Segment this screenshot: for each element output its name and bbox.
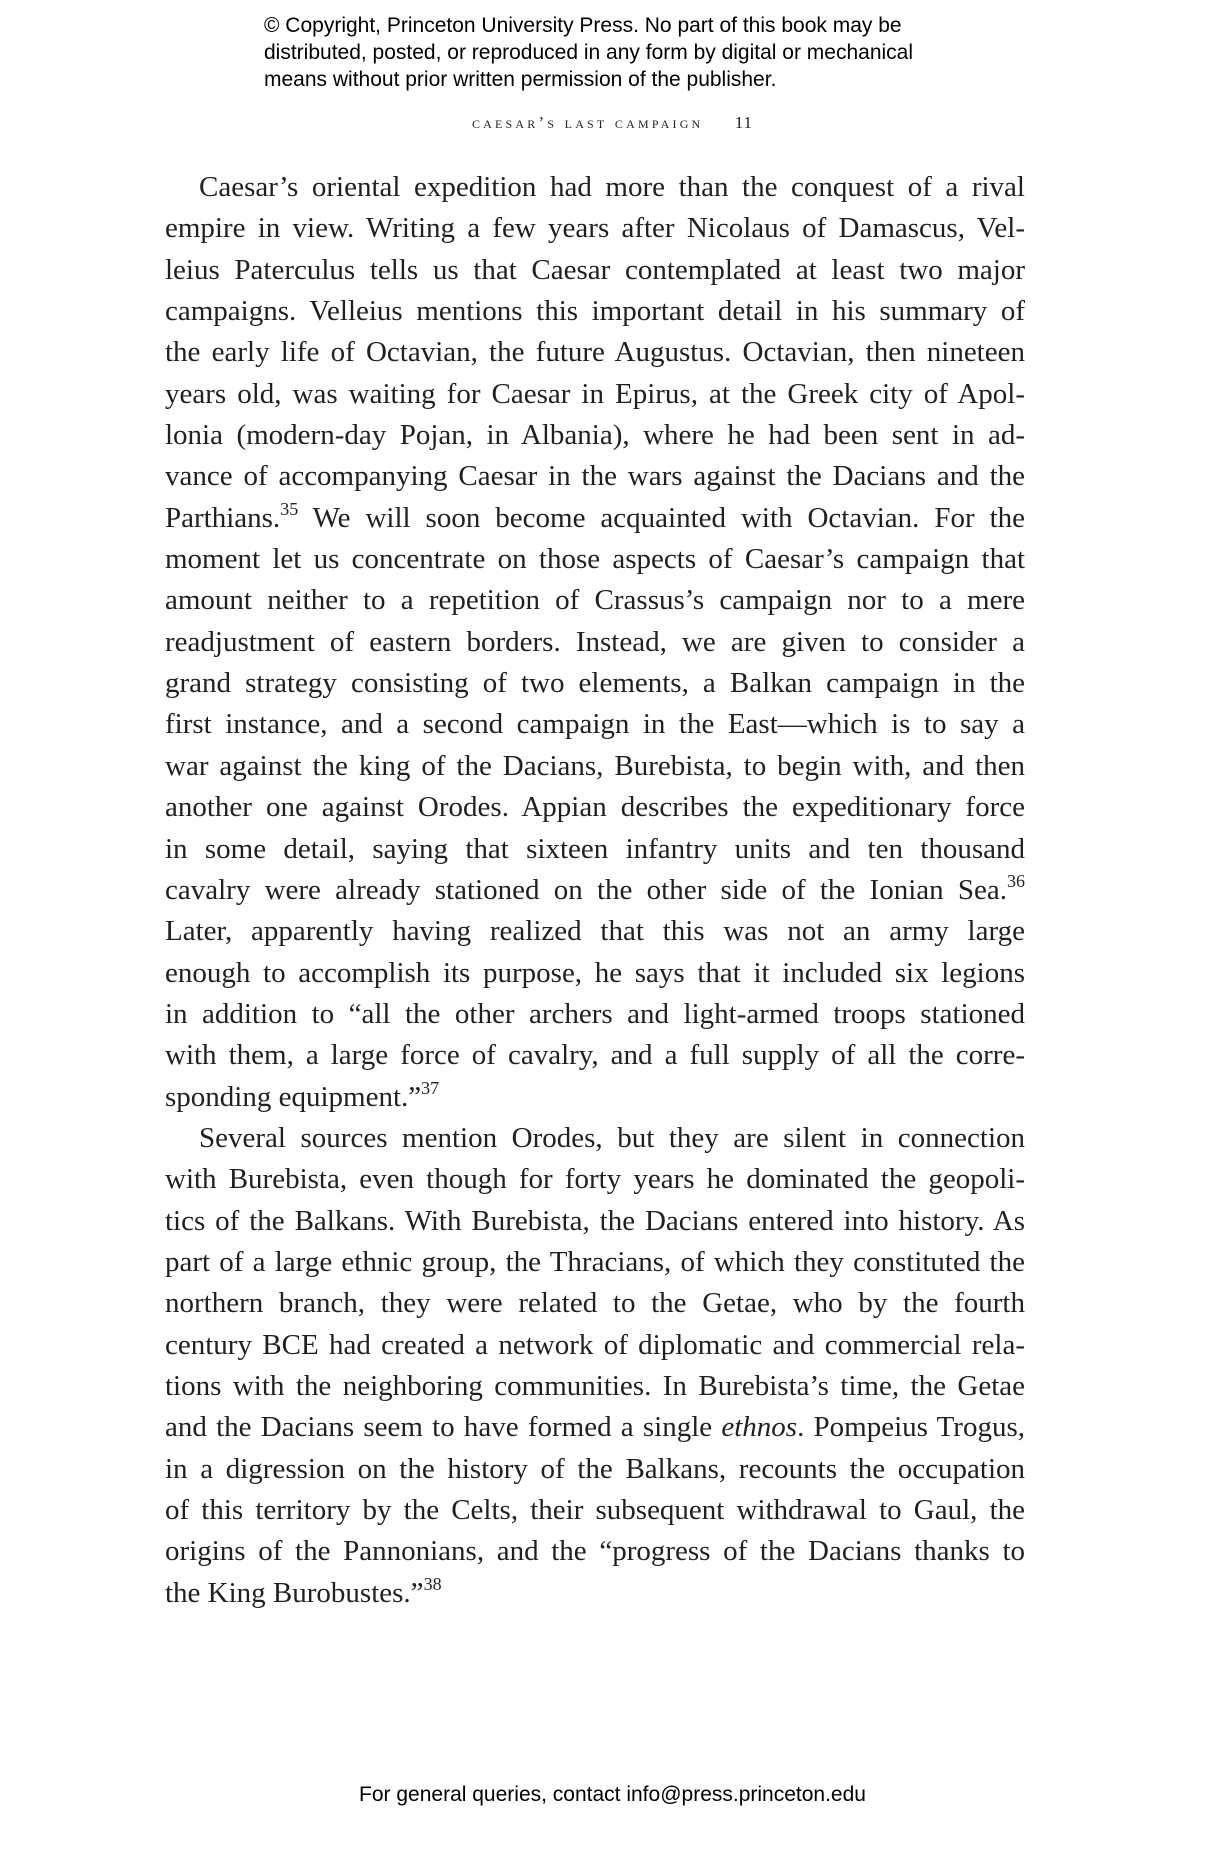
text-line: years old, was waiting for Caesar in Epirus, at the Greek city of Apol- [165, 377, 1025, 410]
italic-term: ethnos [721, 1411, 798, 1444]
text-line [165, 870, 1025, 911]
text-line: another one against Orodes. Appian describes the expeditionary force [165, 791, 1025, 824]
text-line: moment let us concentrate on those aspects of Caesar’s campaign that [165, 543, 1025, 576]
text-segment: cavalry were already stationed on the other side of the Ionian Sea. [165, 873, 1007, 906]
running-head [0, 113, 1225, 133]
text-line: with them, a large force of cavalry, and a full supply of all the corre- [165, 1039, 1025, 1072]
text-line: readjustment of eastern borders. Instead, we are given to consider a [165, 625, 1025, 658]
body-text [165, 167, 1025, 1614]
text-segment: We will soon become acquainted with Octavian. For the [298, 501, 1025, 534]
paragraph-2 [165, 1118, 1025, 1614]
text-line: century BCE had created a network of diplomatic and commercial rela- [165, 1328, 1025, 1361]
text-line: war against the king of the Dacians, Burebista, to begin with, and then [165, 749, 1025, 782]
text-line: first instance, and a second campaign in the East—which is to say a [165, 708, 1025, 741]
text-line: empire in view. Writing a few years after Nicolaus of Damascus, Vel- [165, 212, 1025, 245]
text-line: in a digression on the history of the Balkans, recounts the occupation [165, 1452, 1025, 1485]
text-line: grand strategy consisting of two elements, a Balkan campaign in the [165, 667, 1025, 700]
copyright-line: © Copyright, Princeton University Press. No part of this book may be [264, 14, 902, 37]
text-line: of this territory by the Celts, their subsequent withdrawal to Gaul, the [165, 1494, 1025, 1526]
text-line: northern branch, they were related to the Getae, who by the fourth [165, 1287, 1025, 1320]
text-line [165, 498, 1025, 539]
text-line: campaigns. Velleius mentions this important detail in his summary of [165, 295, 1025, 328]
text-line: enough to accomplish its purpose, he says that it included six legions [165, 956, 1025, 989]
copyright-notice [264, 12, 1024, 93]
text-line: amount neither to a repetition of Crassus’s campaign nor to a mere [165, 584, 1025, 617]
copyright-line: distributed, posted, or reproduced in any form by digital or mechanical [264, 41, 914, 64]
text-line: vance of accompanying Caesar in the wars against the Dacians and the [165, 460, 1025, 493]
text-line: with Burebista, even though for forty years he dominated the geopoli- [165, 1163, 1025, 1196]
footnote-ref-38[interactable]: 38 [423, 1573, 442, 1594]
text-line: tions with the neighboring communities. In Burebista’s time, the Getae [165, 1369, 1025, 1402]
page-number: 11 [734, 113, 754, 132]
text-line [165, 1573, 1025, 1614]
text-line: lonia (modern-day Pojan, in Albania), where he had been sent in ad- [165, 419, 1025, 452]
text-line: leius Paterculus tells us that Caesar contemplated at least two major [165, 253, 1025, 286]
text-line: Caesar’s oriental expedition had more than the conquest of a rival [199, 171, 1025, 203]
paragraph-1 [165, 167, 1025, 1118]
text-segment: and the Dacians seem to have formed a single [165, 1411, 722, 1444]
footer-contact: For general queries, contact info@press.princeton.edu [359, 1783, 866, 1806]
running-head-title: caesar’s last campaign [471, 113, 704, 132]
footnote-ref-35[interactable]: 35 [280, 498, 299, 519]
text-line: part of a large ethnic group, the Thracians, of which they constituted the [165, 1245, 1025, 1278]
footnote-ref-37[interactable]: 37 [421, 1077, 440, 1098]
text-segment: Parthians. [165, 501, 281, 534]
copyright-line: means without prior written permission of the publisher. [264, 68, 777, 91]
text-line: the early life of Octavian, the future Augustus. Octavian, then nineteen [165, 336, 1025, 369]
text-line: Several sources mention Orodes, but they are silent in connection [199, 1121, 1025, 1154]
text-line [165, 1077, 1025, 1118]
text-line [165, 1407, 1025, 1448]
text-segment: the King Burobustes.” [165, 1576, 424, 1609]
text-line: Later, apparently having realized that this was not an army large [165, 915, 1025, 948]
text-line: in some detail, saying that sixteen infantry units and ten thousand [165, 832, 1025, 865]
footnote-ref-36[interactable]: 36 [1007, 870, 1025, 891]
text-line: tics of the Balkans. With Burebista, the Dacians entered into history. As [165, 1204, 1025, 1237]
text-line: origins of the Pannonians, and the “progress of the Dacians thanks to [165, 1535, 1025, 1568]
text-line: in addition to “all the other archers and light-armed troops stationed [165, 997, 1025, 1030]
text-segment: . Pompeius Trogus, [797, 1411, 1025, 1444]
text-segment: sponding equipment.” [165, 1080, 422, 1113]
